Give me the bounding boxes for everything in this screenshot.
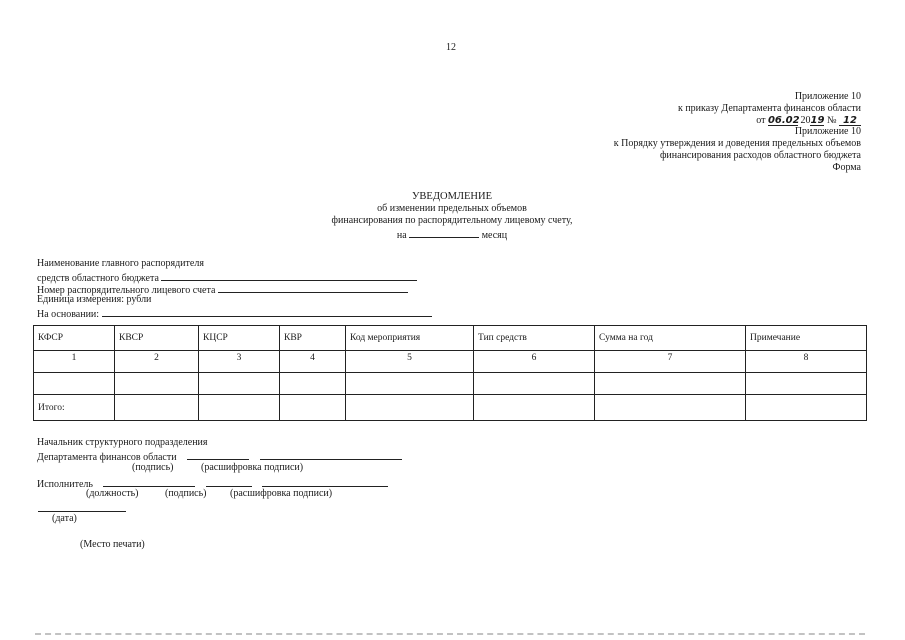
column-number-7: 7 (595, 351, 746, 373)
header-kvr: КВР (280, 326, 346, 351)
table-empty-row (34, 373, 867, 395)
executor-decode-blank (262, 476, 388, 487)
header-funds-type: Тип средств (474, 326, 595, 351)
executor-signature-caption: (подпись) (165, 488, 207, 499)
date-caption: (дата) (52, 513, 77, 524)
annex-number-value: 12 (839, 115, 861, 126)
header-note: Примечание (746, 326, 867, 351)
total-cell[interactable] (746, 395, 867, 421)
head-title-line-1: Начальник структурного подразделения (37, 437, 208, 448)
empty-cell[interactable] (474, 373, 595, 395)
head-signature-line (37, 449, 402, 463)
head-title-line-2: Департамента финансов области (37, 452, 177, 463)
annex-date-line (561, 115, 861, 126)
annex-date-year-suffix: 19 (810, 115, 825, 126)
executor-decode-caption: (расшифровка подписи) (230, 488, 333, 499)
title-line-2: об изменении предельных объемов (377, 203, 527, 214)
stamp-caption: (Место печати) (80, 539, 145, 550)
basis-field (37, 306, 432, 320)
table-header-row (34, 326, 867, 351)
scan-edge-artifact (35, 633, 865, 635)
executor-position-caption: (должность) (86, 488, 139, 499)
total-cell[interactable] (115, 395, 199, 421)
column-number-2: 2 (115, 351, 199, 373)
header-kcsr: КЦСР (199, 326, 280, 351)
account-blank (218, 282, 408, 293)
empty-cell[interactable] (280, 373, 346, 395)
total-label: Итого: (34, 395, 115, 421)
title-line-3: финансирования по распорядительному лицевому счету, (331, 215, 573, 226)
executor-signature-blank (206, 476, 252, 487)
basis-label: На основании: (37, 309, 100, 320)
limits-table (33, 325, 867, 421)
manager-label-1: Наименование главного распорядителя (37, 258, 204, 269)
empty-cell[interactable] (346, 373, 474, 395)
total-cell[interactable] (199, 395, 280, 421)
page-number: 12 (446, 42, 456, 53)
table-number-row (34, 351, 867, 373)
executor-label: Исполнитель (37, 479, 93, 490)
date-blank (38, 511, 126, 512)
table-total-row (34, 395, 867, 421)
column-number-8: 8 (746, 351, 867, 373)
head-decode-caption: (расшифровка подписи) (201, 462, 304, 473)
total-cell[interactable] (595, 395, 746, 421)
head-signature-caption: (подпись) (132, 462, 174, 473)
annex-line-1: Приложение 10 (794, 91, 861, 102)
manager-blank (161, 270, 417, 281)
unit-label: Единица измерения: рубли (37, 294, 152, 305)
column-number-1: 1 (34, 351, 115, 373)
empty-cell[interactable] (34, 373, 115, 395)
column-number-5: 5 (346, 351, 474, 373)
annex-line-6: финансирования расходов областного бюджета (659, 150, 861, 161)
annex-number-prefix: № (826, 115, 837, 126)
empty-cell[interactable] (746, 373, 867, 395)
column-number-6: 6 (474, 351, 595, 373)
header-kfsr: КФСР (34, 326, 115, 351)
total-cell[interactable] (280, 395, 346, 421)
head-decode-blank (260, 449, 402, 460)
title-month-prefix: на (396, 230, 407, 241)
total-cell[interactable] (346, 395, 474, 421)
annex-line-4: Приложение 10 (794, 126, 861, 137)
column-number-4: 4 (280, 351, 346, 373)
total-cell[interactable] (474, 395, 595, 421)
head-signature-blank (187, 449, 249, 460)
annex-date-year-prefix: 20 (800, 115, 811, 126)
document-title: УВЕДОМЛЕНИЕ (411, 191, 493, 202)
title-month-suffix: месяц (481, 230, 508, 241)
empty-cell[interactable] (115, 373, 199, 395)
annex-line-2: к приказу Департамента финансов области (677, 103, 861, 114)
header-activity-code: Код мероприятия (346, 326, 474, 351)
header-annual-sum: Сумма на год (595, 326, 746, 351)
account-label: Номер распорядительного лицевого счета (37, 285, 216, 296)
month-blank (409, 227, 479, 238)
title-month-line (302, 227, 602, 241)
empty-cell[interactable] (199, 373, 280, 395)
basis-blank (102, 306, 432, 317)
annex-date-day-month: 06.02 (767, 115, 800, 126)
annex-date-prefix: от (756, 115, 766, 126)
empty-cell[interactable] (595, 373, 746, 395)
annex-line-7: Форма (832, 162, 861, 173)
header-kvsr: КВСР (115, 326, 199, 351)
column-number-3: 3 (199, 351, 280, 373)
manager-label-2: средств областного бюджета (37, 273, 159, 284)
annex-line-5: к Порядку утверждения и доведения предельных объемов (613, 138, 861, 149)
executor-position-blank (103, 476, 195, 487)
